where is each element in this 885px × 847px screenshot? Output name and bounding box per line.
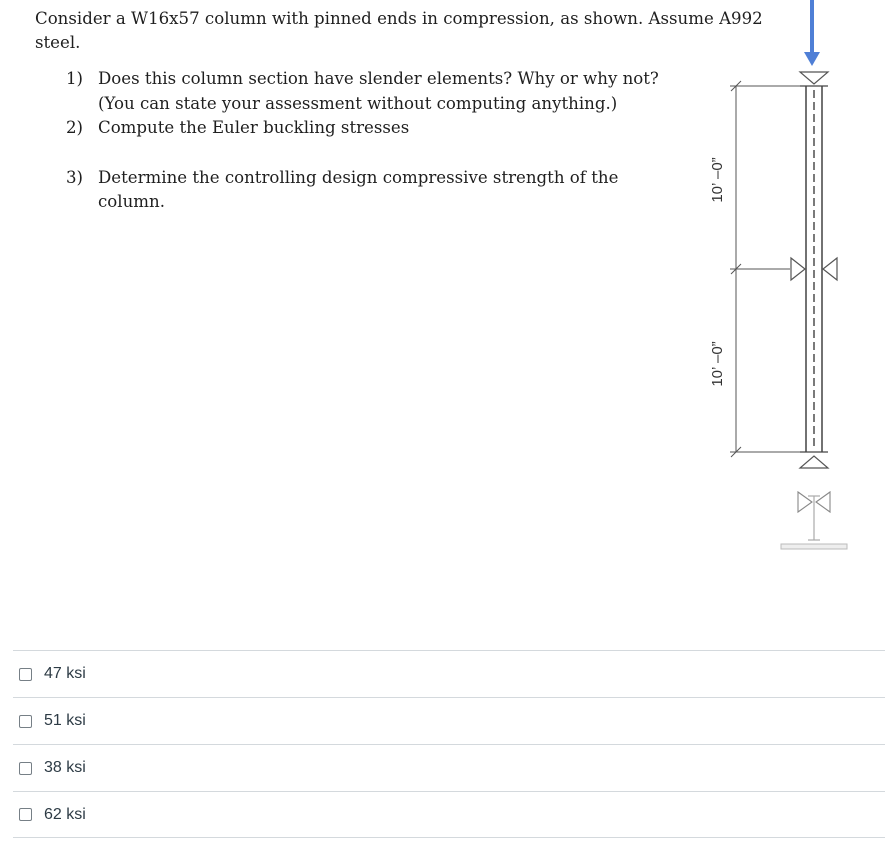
answer-option[interactable] <box>13 697 885 744</box>
answer-label: 51 ksi <box>44 712 86 729</box>
answer-option[interactable] <box>13 650 885 697</box>
answer-checkbox[interactable] <box>19 808 32 821</box>
section-symbol-icon <box>781 492 847 549</box>
question-list <box>66 67 686 215</box>
load-arrow-icon <box>804 0 820 66</box>
top-pin-support-icon <box>800 72 828 84</box>
question-text: Does this column section have slender elements? Why or why not? (You can state your assessment without computing anything.) <box>98 69 659 113</box>
dimension-label-top: 10’ –0” <box>709 157 726 203</box>
answer-label: 47 ksi <box>44 665 86 682</box>
dimension-label-bottom: 10’ –0” <box>709 341 726 387</box>
answer-checkbox[interactable] <box>19 668 32 681</box>
load-arrow-head <box>804 52 820 66</box>
answer-checkbox[interactable] <box>19 715 32 728</box>
question-text: Determine the controlling design compressive strength of the column. <box>98 167 619 211</box>
answer-label: 62 ksi <box>44 805 86 823</box>
column-diagram <box>690 0 870 560</box>
answer-checkbox[interactable] <box>19 762 32 775</box>
question-intro: Consider a W16x57 column with pinned ends in compression, as shown. Assume A992 steel. <box>35 9 763 52</box>
question-number: 1) <box>66 69 84 88</box>
answer-option[interactable] <box>13 744 885 791</box>
question-number: 2) <box>66 118 84 137</box>
question-item <box>66 166 686 215</box>
question-item <box>66 116 686 141</box>
answer-label: 38 ksi <box>44 759 86 776</box>
answer-options <box>0 650 885 838</box>
question-text: Compute the Euler buckling stresses <box>98 118 410 137</box>
question-item <box>66 67 686 116</box>
answer-option[interactable] <box>13 791 885 838</box>
question-number: 3) <box>66 167 84 187</box>
bottom-pin-support-icon <box>800 456 828 468</box>
dimension-lines <box>730 81 800 457</box>
